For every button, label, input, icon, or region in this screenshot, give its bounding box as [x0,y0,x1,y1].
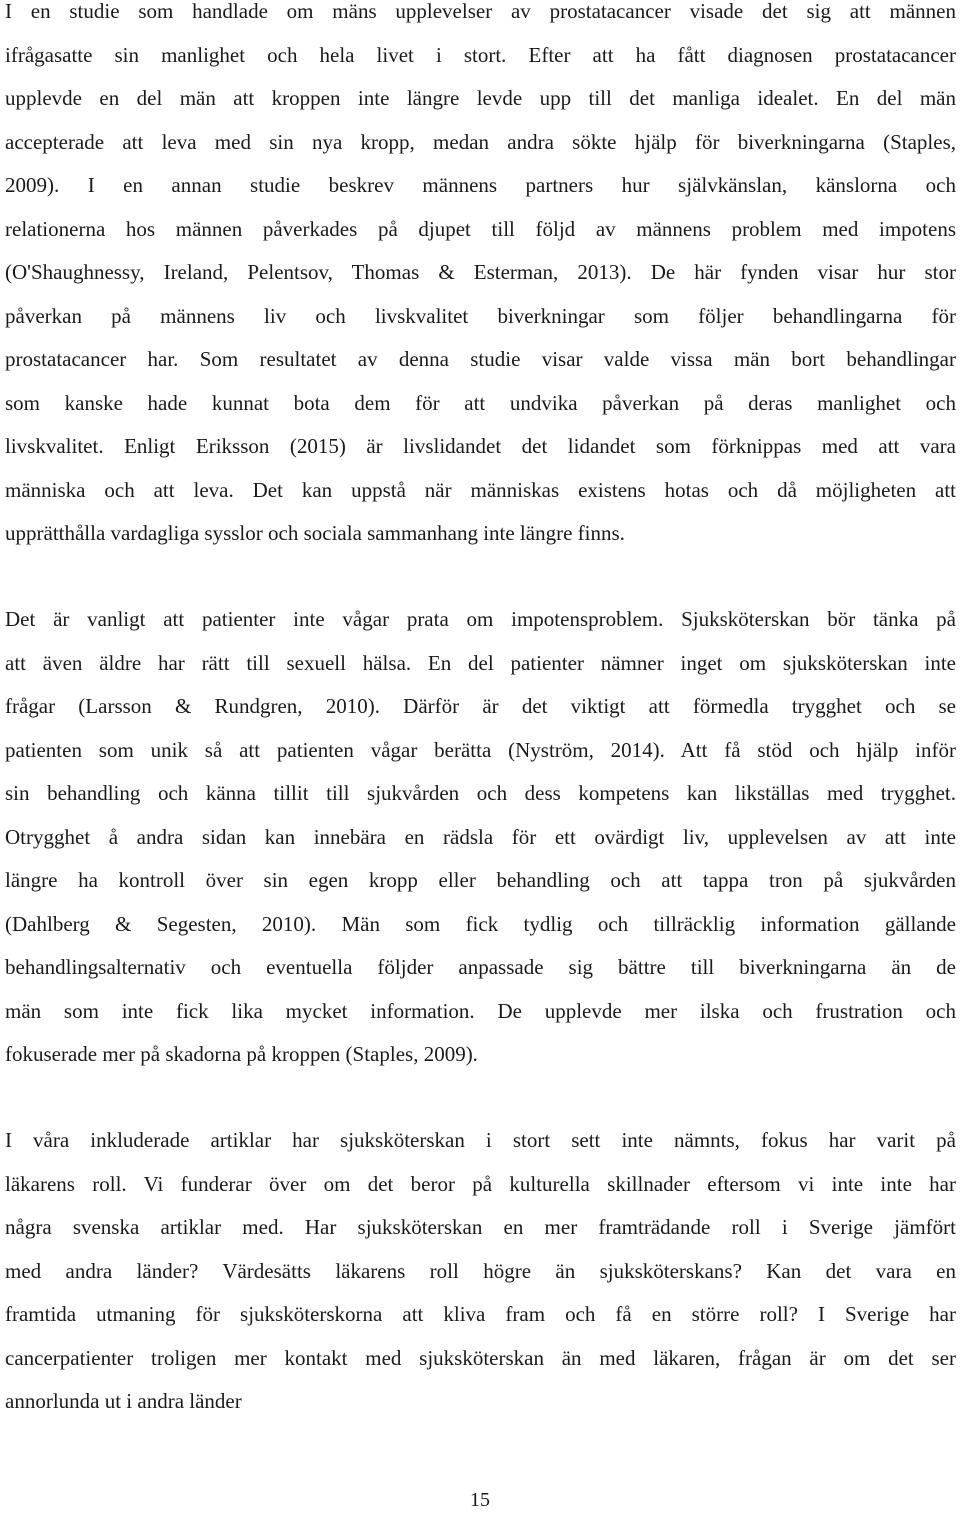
text-line: cancerpatienter troligen mer kontakt med sjuksköterskan än med läkaren, frågan är om det ser [5,1345,956,1370]
text-line: att även äldre har rätt till sexuell hälsa. En del patienter nämner inget om sjuksköterskan inte [5,650,956,675]
text-line: upplevde en del män att kroppen inte längre levde upp till det manliga idealet. En del män [5,86,956,110]
text-line: frågar (Larsson & Rundgren, 2010). Därför är det viktigt att förmedla trygghet och se [5,694,956,718]
text-line: framtida utmaning för sjuksköterskorna att kliva fram och få en större roll? I Sverige har [5,1302,956,1326]
text-line: människa och att leva. Det kan uppstå när människas existens hotas och då möjligheten att [5,477,956,502]
text-line: som kanske hade kunnat bota dem för att undvika påverkan på deras manlighet och [5,390,956,415]
text-line: med andra länder? Värdesätts läkarens roll högre än sjuksköterskans? Kan det vara en [5,1258,956,1283]
text-line: annorlunda ut i andra länder [5,1389,242,1413]
text-line: I våra inkluderade artiklar har sjuksköterskan i stort sett inte nämnts, fokus har varit på [5,1128,956,1152]
text-line: livskvalitet. Enligt Eriksson (2015) är livslidandet det lidandet som förknippas med att vara [5,434,956,458]
text-line: behandlingsalternativ och eventuella följder anpassade sig bättre till biverkningarna än de [5,955,956,979]
text-line: män som inte fick lika mycket information. De upplevde mer ilska och frustration och [5,998,956,1023]
text-line: längre ha kontroll över sin egen kropp eller behandling och att tappa tron på sjukvården [5,868,956,892]
text-line: patienten som unik så att patienten vågar berätta (Nyström, 2014). Att få stöd och hjälp inför [5,737,956,762]
text-line: (O'Shaughnessy, Ireland, Pelentsov, Thomas & Esterman, 2013). De här fynden visar hur stor [5,260,956,284]
text-line: upprätthålla vardagliga sysslor och sociala sammanhang inte längre finns. [5,521,625,545]
text-line: accepterade att leva med sin nya kropp, medan andra sökte hjälp för biverkningarna (Staples, [5,129,956,154]
text-line: prostatacancer har. Som resultatet av denna studie visar valde vissa män bort behandlingar [5,347,956,371]
text-line: (Dahlberg & Segesten, 2010). Män som fick tydlig och tillräcklig information gällande [5,911,956,936]
text-line: Det är vanligt att patienter inte vågar prata om impotensproblem. Sjuksköterskan bör tänka på [5,607,956,631]
paragraph-2 [5,598,956,1077]
text-line: fokuserade mer på skadorna på kroppen (Staples, 2009). [5,1042,478,1066]
page-number: 15 [470,1489,490,1511]
text-line: 2009). I en annan studie beskrev männens partners hur självkänslan, känslorna och [5,173,956,197]
text-line: ifrågasatte sin manlighet och hela livet i stort. Efter att ha fått diagnosen prostatacancer [5,42,956,67]
text-line: påverkan på männens liv och livskvalitet biverkningar som följer behandlingarna för [5,303,956,328]
text-line: några svenska artiklar med. Har sjuksköterskan en mer framträdande roll i Sverige jämfört [5,1215,956,1239]
text-line: sin behandling och känna tillit till sjukvården och dess kompetens kan likställas med trygghet. [5,781,956,805]
text-line: Otrygghet å andra sidan kan innebära en rädsla för ett ovärdigt liv, upplevelsen av att inte [5,824,956,849]
paragraph-1 [5,0,956,556]
text-line: relationerna hos männen påverkades på djupet till följd av männens problem med impotens [5,216,956,241]
text-line: läkarens roll. Vi funderar över om det beror på kulturella skillnader eftersom vi inte inte har [5,1171,956,1196]
text-line: I en studie som handlade om mäns upplevelser av prostatacancer visade det sig att männen [5,0,956,23]
paragraph-3 [5,1119,956,1424]
